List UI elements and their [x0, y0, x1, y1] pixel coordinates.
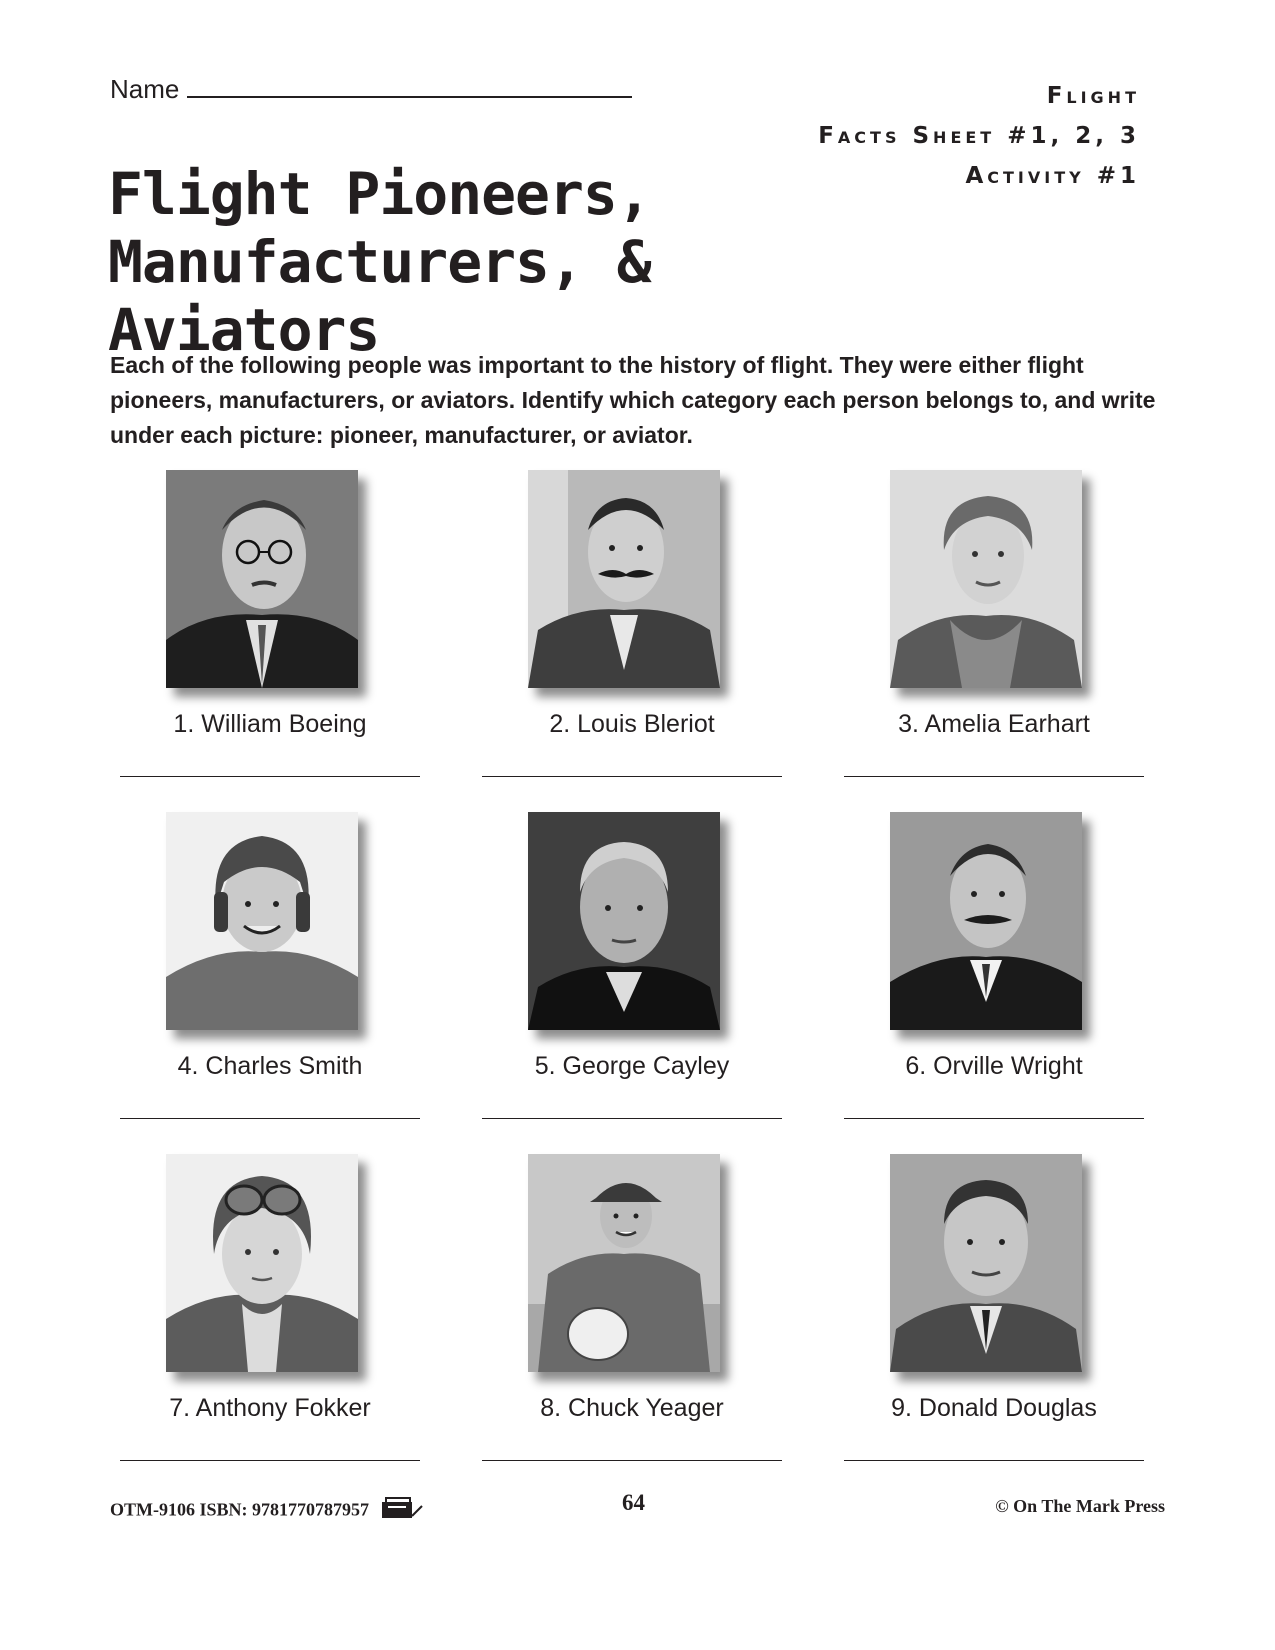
answer-line[interactable] [844, 1118, 1144, 1119]
person-card [482, 470, 782, 812]
person-card [844, 812, 1144, 1154]
subject-label: Flight [1046, 83, 1140, 109]
person-name: 1. William Boeing [173, 710, 367, 738]
portrait-photo [528, 470, 720, 688]
person-card [120, 812, 420, 1154]
answer-line[interactable] [120, 1460, 420, 1461]
portrait-photo [166, 1154, 358, 1372]
person-name: 6. Orville Wright [905, 1052, 1083, 1080]
name-label: Name [110, 74, 180, 104]
portrait-photo [528, 812, 720, 1030]
person-card [844, 1154, 1144, 1496]
answer-line[interactable] [844, 776, 1144, 777]
person-card [120, 470, 420, 812]
answer-line[interactable] [120, 1118, 420, 1119]
answer-line[interactable] [120, 776, 420, 777]
answer-line[interactable] [482, 1460, 782, 1461]
person-name: 7. Anthony Fokker [169, 1394, 371, 1422]
footer-left [110, 1496, 424, 1527]
instructions: Each of the following people was important to the history of flight. They were either flight pioneers, manufacturers, or aviators. Identify which category each person belongs to, and write under each picture: pioneer, manufacturer, or aviator. [110, 352, 1156, 448]
portrait-photo [166, 812, 358, 1030]
person-card [844, 470, 1144, 812]
product-code: OTM-9106 ISBN: 9781770787957 [110, 1499, 370, 1520]
name-blank-line[interactable] [187, 72, 632, 98]
person-card [482, 812, 782, 1154]
person-card [120, 1154, 420, 1496]
name-field [110, 72, 632, 105]
person-name: 2. Louis Bleriot [549, 710, 715, 738]
title-line-2: Manufacturers, & Aviators [108, 228, 651, 364]
person-name: 5. George Cayley [534, 1052, 730, 1080]
portrait-photo [890, 812, 1082, 1030]
portrait-photo [528, 1154, 720, 1372]
publisher: © On The Mark Press [995, 1496, 1165, 1516]
answer-line[interactable] [844, 1460, 1144, 1461]
people-grid [120, 470, 1185, 1496]
portrait-photo [890, 1154, 1082, 1372]
page-title [108, 160, 908, 364]
person-card [482, 1154, 782, 1496]
person-name: 4. Charles Smith [177, 1052, 363, 1080]
page-number: 64 [622, 1490, 645, 1515]
portrait-photo [166, 470, 358, 688]
activity-label: Activity #1 [965, 163, 1140, 189]
facts-sheet-label: Facts Sheet #1, 2, 3 [818, 123, 1140, 149]
answer-line[interactable] [482, 776, 782, 777]
person-name: 9. Donald Douglas [891, 1394, 1097, 1422]
person-name: 3. Amelia Earhart [898, 710, 1090, 738]
answer-line[interactable] [482, 1118, 782, 1119]
portrait-photo [890, 470, 1082, 688]
title-line-1: Flight Pioneers, [108, 160, 651, 228]
book-icon [380, 1496, 424, 1527]
person-name: 8. Chuck Yeager [540, 1394, 724, 1422]
